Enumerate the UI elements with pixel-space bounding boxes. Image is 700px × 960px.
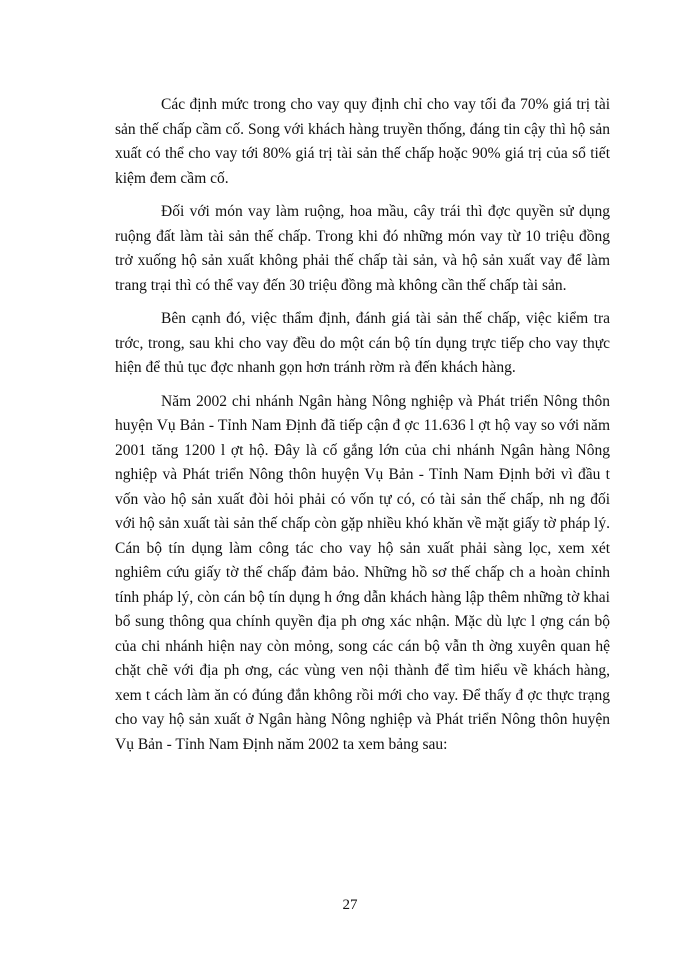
page-number: 27 [342,897,358,913]
paragraph-2002-results: Năm 2002 chi nhánh Ngân hàng Nông nghiệp và Phát triển Nông thôn huyện Vụ Bản - Tỉnh Nam Định đã tiếp cận đ ợc 11.636 l ợt hộ vay so với năm 2001 tăng 1200 l ợt hộ. Đây là cố gắng lớn của chi nhánh Ngân hàng Nông nghiệp và Phát triển Nông thôn huyện Vụ Bản - Tỉnh Nam Định bởi vì đầu t vốn vào hộ sản xuất đòi hỏi phải có vốn tự có, có tài sản thế chấp, nh ng đối với hộ sản xuất tài sản thế chấp còn gặp nhiều khó khăn về mặt giấy tờ pháp lý. Cán bộ tín dụng làm công tác cho vay hộ sản xuất phải sàng lọc, xem xét nghiêm cứu giấy tờ thế chấp đảm bảo. Những hồ sơ thế chấp ch a hoàn chỉnh tính pháp lý, còn cán bộ tín dụng h ớng dẫn khách hàng lập thêm những tờ khai bổ sung thông qua chính quyền địa ph ơng xác nhận. Mặc dù lực l ợng cán bộ của chi nhánh hiện nay còn mỏng, song các cán bộ vẫn th ờng xuyên quan hệ chặt chẽ với địa ph ơng, các vùng ven nội thành để tìm hiểu về khách hàng, xem t cách làm ăn có đúng đắn không rồi mới cho vay. Để thấy đ ợc thực trạng cho vay hộ sản xuất ở Ngân hàng Nông nghiệp và Phát triển Nông thôn huyện Vụ Bản - Tỉnh Nam Định năm 2002 ta xem bảng sau: [115,392,610,753]
paragraph-collateral-limits: Các định mức trong cho vay quy định chỉ cho vay tối đa 70% giá trị tài sản thế chấp cầm cố. Song với khách hàng truyền thống, đáng tin cậy thì hộ sản xuất có thể cho vay tới 80% giá trị tài sản thế chấp hoặc 90% giá trị của sổ tiết kiệm đem cầm cố. [115,96,610,187]
paragraph-farming-loans: Đối với món vay làm ruộng, hoa mầu, cây trái thì đợc quyền sử dụng ruộng đất làm tài sản thế chấp. Trong khi đó những món vay từ 10 triệu đồng trở xuống hộ sản xuất không phải thế chấp tài sản, và hộ sản xuất vay để làm trang trại thì có thể vay đến 30 triệu đồng mà không cần thế chấp tài sản. [115,203,610,294]
paragraph-appraisal: Bên cạnh đó, việc thẩm định, đánh giá tài sản thế chấp, việc kiểm tra trớc, trong, sau khi cho vay đều do một cán bộ tín dụng trực tiếp cho vay thực hiện để thủ tục đợc nhanh gọn hơn tránh rờm rà đến khách hàng. [115,310,610,376]
body-text [115,93,610,766]
